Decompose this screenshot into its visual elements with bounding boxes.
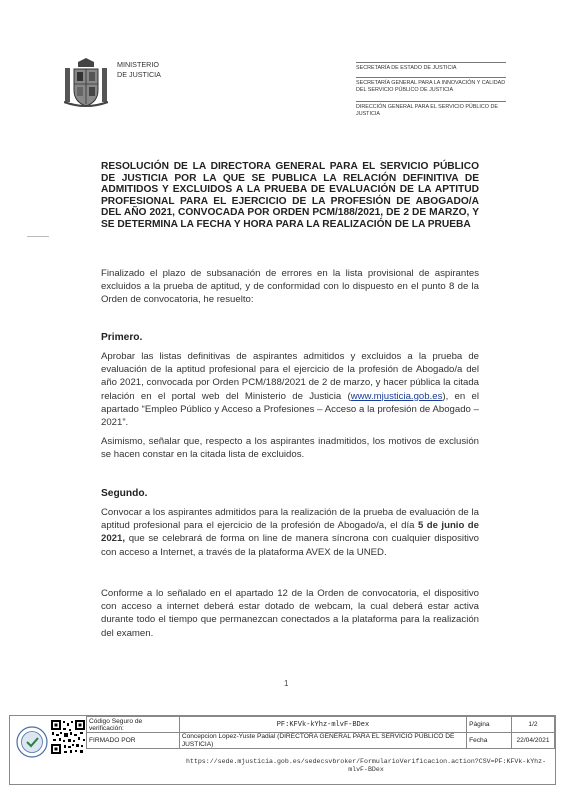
electronic-seal-icon — [16, 726, 48, 758]
csv-value: PF:KFVk-kYhz-mlvF-BDex — [179, 717, 466, 733]
intro-paragraph: Finalizado el plazo de subsanación de errores en la lista provisional de aspirantes excluidos a la prueba de aptitud, y de conformidad con lo dispuesto en el punto 8 de la Orden de convocatoria, he resuelto: — [101, 268, 479, 306]
verification-box — [9, 715, 556, 785]
verification-table — [86, 716, 555, 749]
coat-of-arms-logo — [64, 58, 108, 110]
date-value: 22/04/2021 — [512, 733, 555, 749]
csv-label: Código Seguro de verificación: — [87, 717, 180, 733]
org-secretaria-general — [356, 77, 506, 94]
date-label: Fecha — [467, 733, 512, 749]
primero-paragraph-2: Asimismo, señalar que, respecto a los aspirantes inadmitidos, los motivos de exclusión se hacen constar en la citada lista de excluidos. — [101, 436, 479, 461]
csv-row — [87, 717, 555, 733]
section-heading-segundo: Segundo. — [101, 488, 148, 499]
qr-code-icon[interactable] — [50, 719, 86, 755]
org-line-1: SECRETARÍA DE ESTADO DE JUSTICIA — [356, 65, 457, 71]
section-heading-primero: Primero. — [101, 332, 143, 343]
segundo-text-a: Convocar a los aspirantes admitidos para la realización de la prueba de evaluación de la aptitud profesional para el ejercicio de la profesión de Abogado/a, el día — [101, 507, 479, 532]
org-line-3: DIRECCIÓN GENERAL PARA EL SERVICIO PÚBLICO DE JUSTICIA — [356, 104, 498, 117]
exam-date: 5 de junio de 2021, — [101, 520, 480, 545]
segundo-label: Segundo — [101, 488, 145, 499]
segundo-paragraph-2: Conforme a lo señalado en el apartado 12 de la Orden de convocatoria, el dispositivo con acceso a internet deberá estar dotado de webcam, la cual deberá estar activa durante todo el tiempo que permanezcan conectados a la plataforma para la realización del examen. — [101, 588, 479, 639]
page-label: Página — [467, 717, 512, 733]
resolution-title: RESOLUCIÓN DE LA DIRECTORA GENERAL PARA EL SERVICIO PÚBLICO DE JUSTICIA POR LA QUE SE PUBLICA LA RELACIÓN DEFINITIVA DE ADMITIDOS Y EXCLUIDOS A LA PRUEBA DE EVALUACIÓN DE LA APTITUD PROFESIONAL PARA EL EJERCICIO DE LA PROFESIÓN DE ABOGADO/A DEL AÑO 2021, CONVOCADA POR ORDEN PCM/188/2021, DE 2 DE MARZO, Y SE DETERMINA LA FECHA Y HORA PARA LA REALIZACIÓN DE LA PRUEBA — [101, 161, 479, 230]
page-value: 1/2 — [512, 717, 555, 733]
segundo-paragraph — [101, 506, 479, 559]
primero-paragraph — [101, 350, 479, 429]
ministry-name: MINISTERIO DE JUSTICIA — [117, 60, 161, 79]
org-line-2: SECRETARÍA GENERAL PARA LA INNOVACIÓN Y CALIDAD DEL SERVICIO PÚBLICO DE JUSTICIA — [356, 80, 506, 93]
segundo-text-b: que se celebrará de forma on line de manera síncrona con cualquier dispositivo con acceso a Internet, a través de la plataforma AVEX de la UNED. — [101, 533, 479, 558]
verification-url[interactable]: https://sede.mjusticia.gob.es/sedecsvbroker/FormularioVerificacion.action?CSV=PF:KFVk-kYhz-mlvF-BDex — [185, 758, 547, 773]
signed-value: Concepcion Lopez-Yuste Padial (DIRECTORA GENERAL PARA EL SERVICIO PÚBLICO DE JUSTICIA) — [179, 733, 466, 749]
mjusticia-link[interactable]: www.mjusticia.gob.es — [350, 390, 443, 402]
primero-text-a: Aprobar las listas definitivas de aspirantes admitidos y excluidos a la prueba de evaluación de la aptitud profesional para el ejercicio de la profesión de Abogado/a del año 2021, convocada por Orden PCM/188/2021 de 2 de marzo, y hacer pública la citada relación en el portal web del Ministerio de Justicia ( — [101, 351, 479, 402]
signed-label: FIRMADO POR — [87, 733, 180, 749]
signed-row — [87, 733, 555, 749]
margin-mark — [27, 236, 49, 237]
org-direccion-general — [356, 101, 506, 118]
org-secretaria-estado — [356, 62, 506, 72]
page-number: 1 — [284, 679, 289, 688]
primero-label: Primero — [101, 332, 140, 343]
primero-text-b: ), en el apartado “Empleo Público y Acceso a Profesiones – Acceso a la profesión de Abogado – 2021”. — [101, 390, 479, 429]
